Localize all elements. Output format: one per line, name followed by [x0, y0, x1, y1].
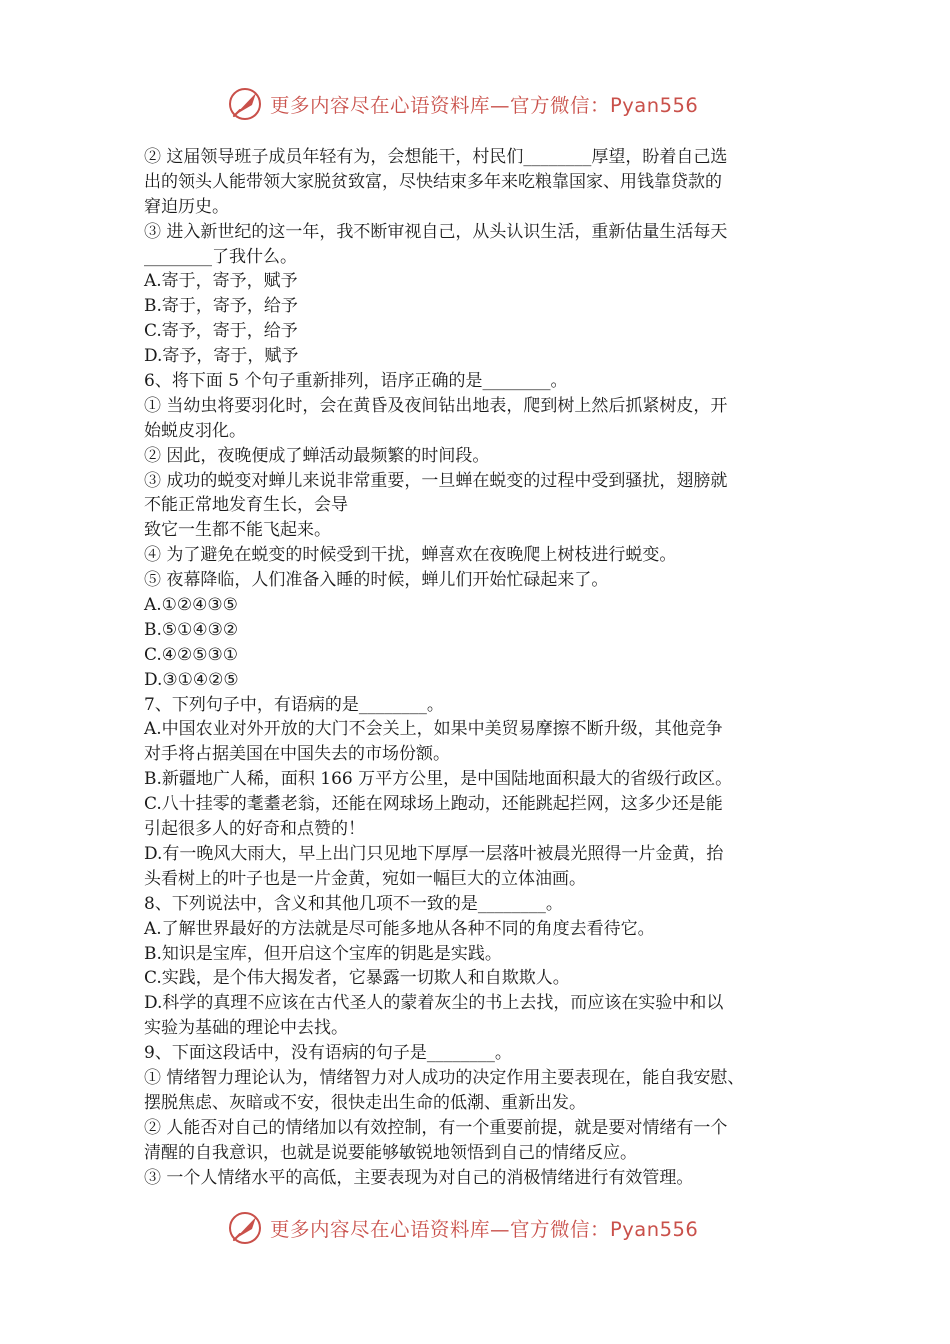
quill-logo-icon	[226, 85, 264, 123]
text-line: ② 这届领导班子成员年轻有为，会想能干，村民们________厚望，盼着自己选	[144, 147, 728, 167]
option-line: D.科学的真理不应该在古代圣人的蒙着灰尘的书上去找，而应该在实验中和以	[144, 993, 724, 1014]
option-line: A.寄于，寄予，赋予	[144, 271, 298, 292]
text-line: 窘迫历史。	[144, 196, 229, 217]
text-line: ③ 进入新世纪的这一年，我不断审视自己，从头认识生活，重新估量生活每天	[144, 221, 728, 242]
option-line: B.新疆地广人稀，面积 166 万平方公里，是中国陆地面积最大的省级行政区。	[144, 769, 733, 790]
text-line: 出的领头人能带领大家脱贫致富，尽快结束多年来吃粮靠国家、用钱靠贷款的	[144, 171, 722, 192]
watermark-banner-top	[226, 84, 746, 124]
text-line: 摆脱焦虑、灰暗或不安，很快走出生命的低潮、重新出发。	[144, 1092, 586, 1113]
option-line: C.八十挂零的耄耋老翁，还能在网球场上跑动，还能跳起拦网，这多少还是能	[144, 794, 723, 815]
option-line: D.寄予，寄于，赋予	[144, 346, 299, 367]
text-line: 清醒的自我意识，也就是说要能够敏锐地领悟到自己的情绪反应。	[144, 1142, 637, 1163]
text-line: 不能正常地发育生长，会导	[144, 495, 348, 516]
text-line: ② 因此，夜晚便成了蝉活动最频繁的时间段。	[144, 445, 490, 466]
text-line: ③ 一个人情绪水平的高低，主要表现为对自己的消极情绪进行有效管理。	[144, 1167, 694, 1188]
text-line: 对手将占据美国在中国失去的市场份额。	[144, 744, 450, 765]
text-line: ③ 成功的蜕变对蝉儿来说非常重要，一旦蝉在蜕变的过程中受到骚扰，翅膀就	[144, 470, 728, 491]
text-line: ② 人能否对自己的情绪加以有效控制，有一个重要前提，就是要对情绪有一个	[144, 1117, 728, 1138]
question-line: 7、下列句子中，有语病的是________。	[144, 694, 444, 715]
option-line: B.⑤①④③②	[144, 619, 239, 640]
option-line: C.寄予，寄于，给予	[144, 321, 298, 342]
option-line: C.实践，是个伟大揭发者，它暴露一切欺人和自欺欺人。	[144, 968, 570, 989]
option-line: D.有一晚风大雨大，早上出门只见地下厚厚一层落叶被晨光照得一片金黄，抬	[144, 843, 724, 864]
text-line: 引起很多人的好奇和点赞的！	[144, 819, 365, 840]
text-line: 头看树上的叶子也是一片金黄，宛如一幅巨大的立体油画。	[144, 868, 586, 889]
watermark-text: 更多内容尽在心语资料库—官方微信：Pyan556	[270, 1218, 699, 1241]
option-line: A.了解世界最好的方法就是尽可能多地从各种不同的角度去看待它。	[144, 918, 655, 939]
text-line: ________了我什么。	[144, 246, 297, 267]
watermark-banner-bottom	[226, 1208, 746, 1248]
text-line: ④ 为了避免在蜕变的时候受到干扰，蝉喜欢在夜晚爬上树枝进行蜕变。	[144, 545, 677, 566]
question-line: 9、下面这段话中，没有语病的句子是________。	[144, 1043, 512, 1064]
text-line: 实验为基础的理论中去找。	[144, 1018, 348, 1039]
question-line: 6、将下面 5 个句子重新排列，语序正确的是________。	[144, 371, 568, 392]
quill-logo-icon	[226, 1209, 264, 1247]
question-line: 8、下列说法中，含义和其他几项不一致的是________。	[144, 893, 563, 914]
text-line: ① 情绪智力理论认为，情绪智力对人成功的决定作用主要表现在，能自我安慰、	[144, 1067, 745, 1088]
option-line: A.中国农业对外开放的大门不会关上，如果中美贸易摩擦不断升级，其他竞争	[144, 719, 723, 740]
option-line: D.③①④②⑤	[144, 669, 239, 690]
document-body	[144, 145, 814, 1190]
option-line: C.④②⑤③①	[144, 644, 239, 665]
option-line: A.①②④③⑤	[144, 595, 238, 616]
text-line: ① 当幼虫将要羽化时，会在黄昏及夜间钻出地表，爬到树上然后抓紧树皮，开	[144, 395, 728, 416]
watermark-text: 更多内容尽在心语资料库—官方微信：Pyan556	[270, 94, 699, 117]
option-line: B.知识是宝库，但开启这个宝库的钥匙是实践。	[144, 943, 502, 964]
text-line: ⑤ 夜幕降临，人们准备入睡的时候，蝉儿们开始忙碌起来了。	[144, 570, 609, 591]
text-line: 始蜕皮羽化。	[144, 420, 246, 441]
text-line: 致它一生都不能飞起来。	[144, 520, 331, 541]
option-line: B.寄于，寄予，给予	[144, 296, 298, 317]
